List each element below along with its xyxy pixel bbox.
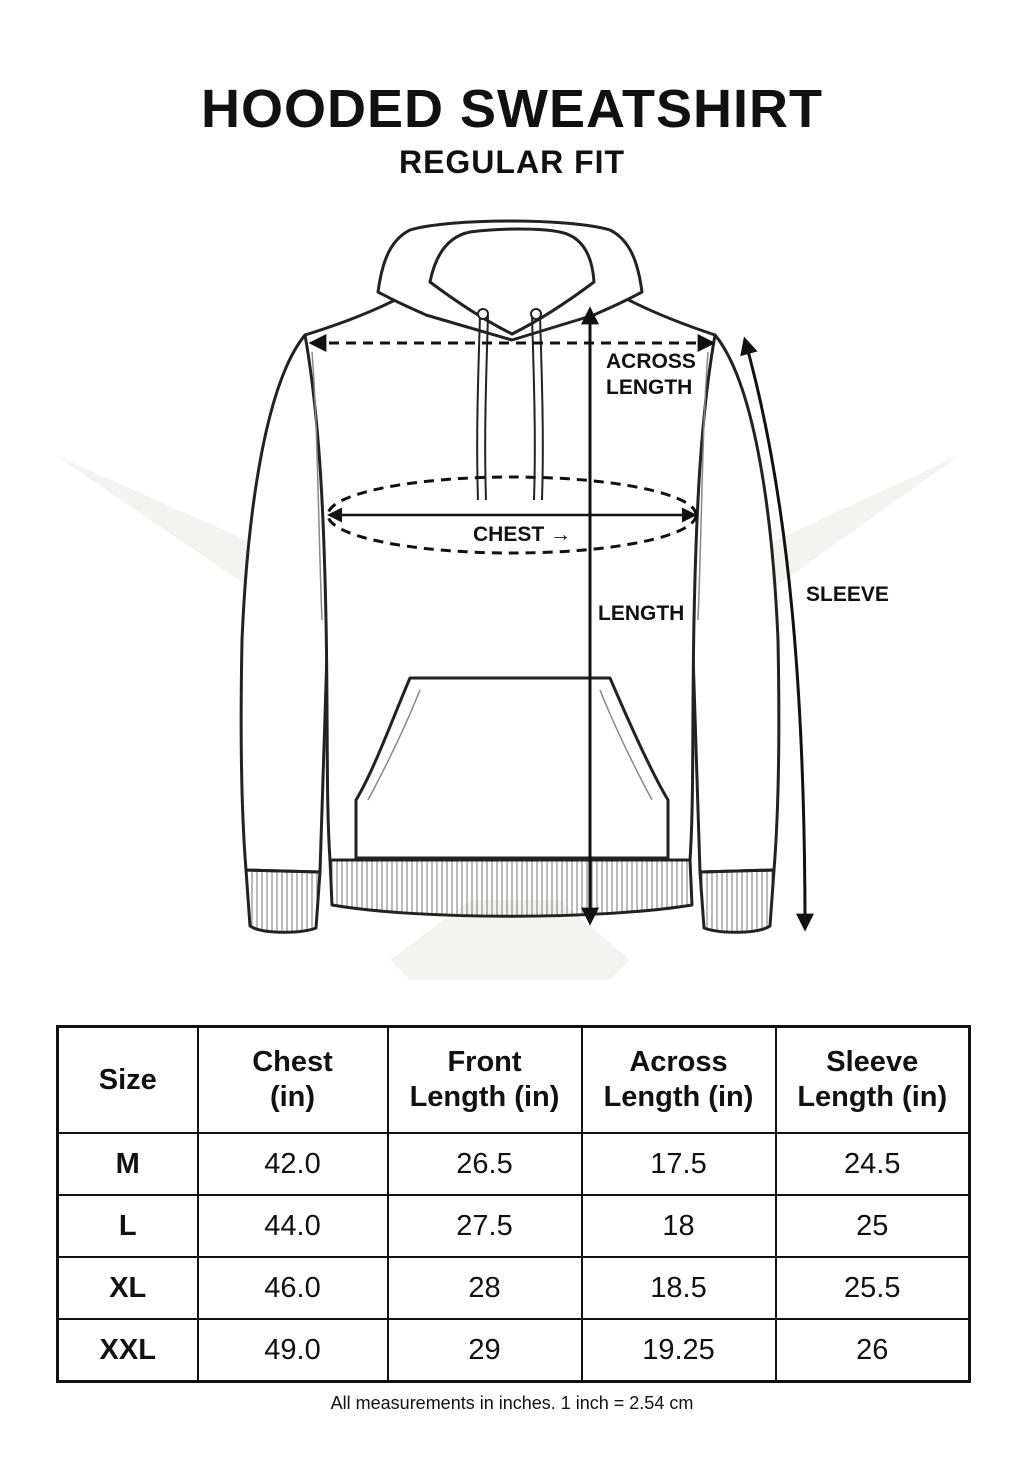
cell-size: M [58, 1133, 198, 1195]
hoodie-outline [241, 221, 779, 932]
cell-across-length: 19.25 [582, 1319, 776, 1382]
header-size: Size [58, 1027, 198, 1134]
cell-size: L [58, 1195, 198, 1257]
sleeve-label: SLEEVE [806, 583, 889, 606]
cell-across-length: 17.5 [582, 1133, 776, 1195]
cell-sleeve-length: 25 [776, 1195, 970, 1257]
size-chart-table [56, 1025, 971, 1383]
cell-size: XXL [58, 1319, 198, 1382]
table-row [58, 1319, 970, 1382]
table-row [58, 1133, 970, 1195]
chest-label: CHEST → [473, 523, 572, 546]
page-title: HOODED SWEATSHIRT [201, 79, 823, 139]
cell-front-length: 29 [388, 1319, 582, 1382]
length-label: LENGTH [598, 602, 685, 625]
header-front-length: Front Length (in) [388, 1027, 582, 1134]
cell-chest: 42.0 [198, 1133, 388, 1195]
header-across-length: Across Length (in) [582, 1027, 776, 1134]
header-sleeve-length: Sleeve Length (in) [776, 1027, 970, 1134]
cell-sleeve-length: 26 [776, 1319, 970, 1382]
footnote: All measurements in inches. 1 inch = 2.54 cm [330, 1393, 694, 1413]
cell-chest: 46.0 [198, 1257, 388, 1319]
across-length-label: ACROSS LENGTH [606, 350, 696, 399]
cell-size: XL [58, 1257, 198, 1319]
cell-front-length: 27.5 [388, 1195, 582, 1257]
page-subtitle: REGULAR FIT [398, 144, 626, 180]
cell-sleeve-length: 25.5 [776, 1257, 970, 1319]
cell-chest: 49.0 [198, 1319, 388, 1382]
cell-across-length: 18.5 [582, 1257, 776, 1319]
cell-front-length: 26.5 [388, 1133, 582, 1195]
table-row [58, 1195, 970, 1257]
table-header-row [58, 1027, 970, 1134]
table-row [58, 1257, 970, 1319]
cell-across-length: 18 [582, 1195, 776, 1257]
cell-front-length: 28 [388, 1257, 582, 1319]
cell-chest: 44.0 [198, 1195, 388, 1257]
header-chest: Chest (in) [198, 1027, 388, 1134]
cell-sleeve-length: 24.5 [776, 1133, 970, 1195]
